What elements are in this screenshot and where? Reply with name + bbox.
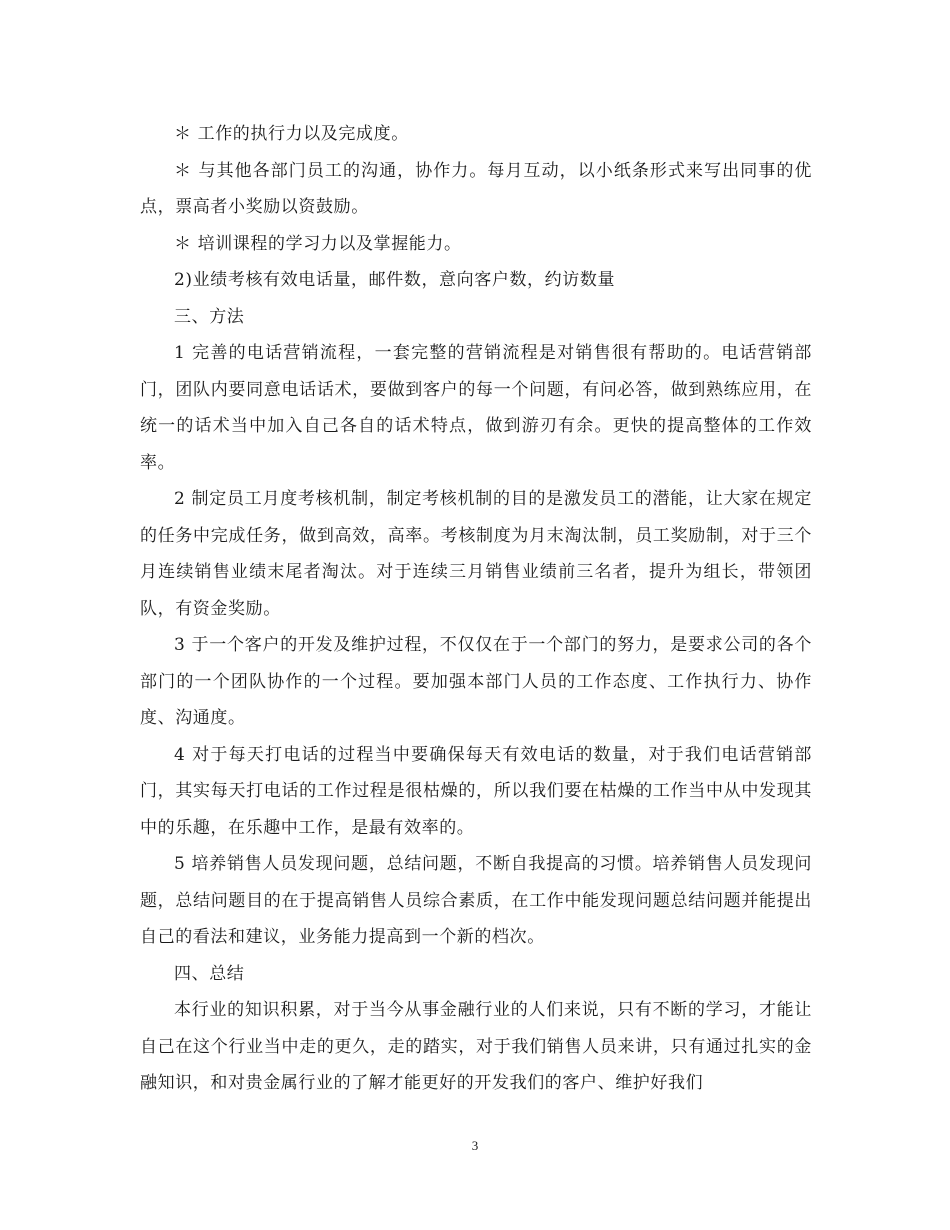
paragraph-method-4: 4 对于每天打电话的过程当中要确保每天有效电话的数量，对于我们电话营销部门，其实每天打电话的工作过程是很枯燥的，所以我们要在枯燥的工作当中从中发现其中的乐趣，在乐趣中工作，是最有效率的。 [140, 744, 812, 838]
paragraph-criterion-learning: ＊ 培训课程的学习力以及掌握能力。 [174, 233, 462, 254]
section-heading-methods: 三、方法 [174, 306, 245, 327]
paragraph-method-3: 3 于一个客户的开发及维护过程，不仅仅在于一个部门的努力，是要求公司的各个部门的一个团队协作的一个过程。要加强本部门人员的工作态度、工作执行力、协作度、沟通度。 [140, 635, 812, 728]
paragraph-method-2: 2 制定员工月度考核机制，制定考核机制的目的是激发员工的潜能，让大家在规定的任务中完成任务，做到高效，高率。考核制度为月末淘汰制，员工奖励制，对于三个月连续销售业绩末尾者淘汰。对于连续三月销售业绩前三名者，提升为组长，带领团队，有资金奖励。 [140, 489, 812, 619]
body-text [140, 116, 812, 1102]
paragraph-method-1: 1 完善的电话营销流程，一套完整的营销流程是对销售很有帮助的。电话营销部门，团队内要同意电话话术，要做到客户的每一个问题，有问必答，做到熟练应用，在统一的话术当中加入自己各自的话术特点，做到游刃有余。更快的提高整体的工作效率。 [140, 343, 812, 473]
paragraph-method-5: 5 培养销售人员发现问题，总结问题，不断自我提高的习惯。培养销售人员发现问题，总结问题目的在于提高销售人员综合素质，在工作中能发现问题总结问题并能提出自己的看法和建议，业务能力提高到一个新的档次。 [140, 854, 812, 947]
paragraph-performance-assessment: 2)业绩考核有效电话量，邮件数，意向客户数，约访数量 [174, 270, 616, 290]
paragraph-criterion-communication: ＊ 与其他各部门员工的沟通，协作力。每月互动，以小纸条形式来写出同事的优点，票高者小奖励以资鼓励。 [140, 160, 812, 217]
paragraph-criterion-execution: ＊ 工作的执行力以及完成度。 [174, 124, 409, 144]
page-number: 3 [471, 1138, 479, 1153]
section-heading-summary: 四、总结 [174, 963, 245, 984]
paragraph-summary: 本行业的知识积累，对于当今从事金融行业的人们来说，只有不断的学习，才能让自己在这个行业当中走的更久，走的踏实，对于我们销售人员来讲，只有通过扎实的金融知识，和对贵金属行业的了解才能更好的开发我们的客户、维护好我们 [140, 1000, 812, 1093]
